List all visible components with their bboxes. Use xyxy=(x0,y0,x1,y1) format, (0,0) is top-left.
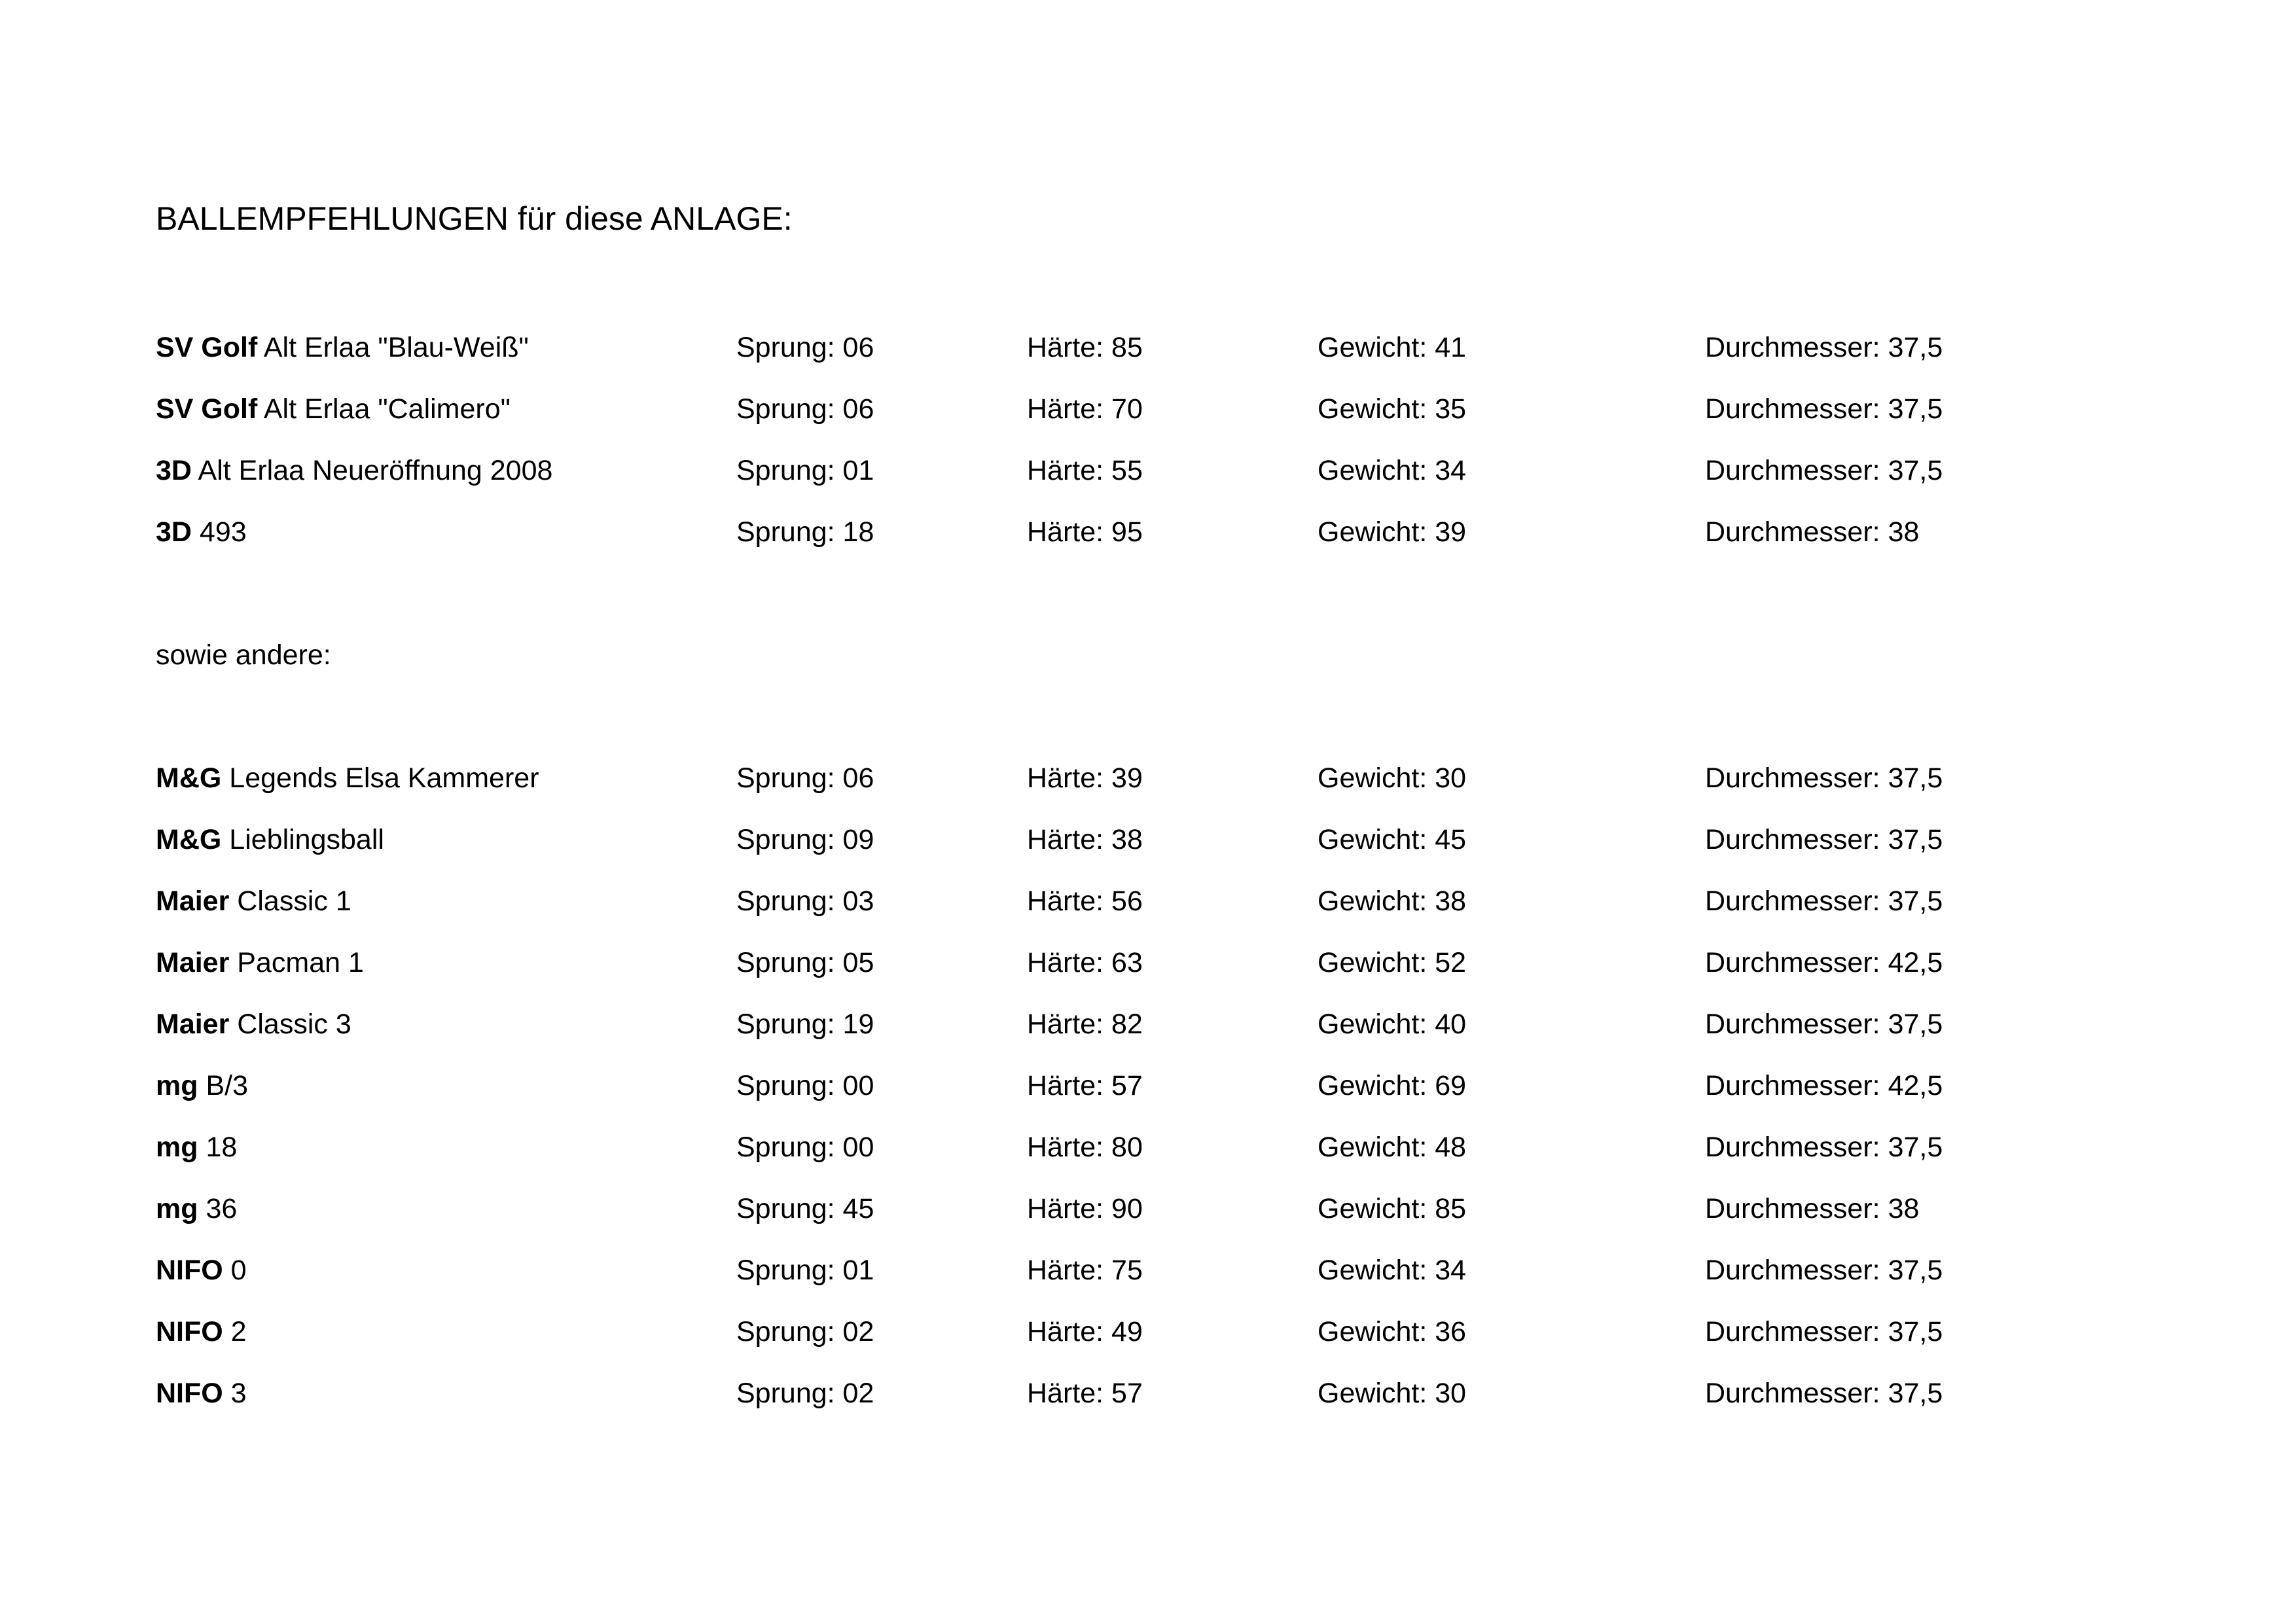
ball-brand: mg xyxy=(156,1132,198,1163)
ball-name xyxy=(156,329,529,366)
ball-gewicht: Gewicht: 48 xyxy=(1318,1132,1467,1163)
ball-haerte: Härte: 55 xyxy=(1027,455,1143,486)
ball-row xyxy=(0,944,2296,982)
ball-haerte: Härte: 75 xyxy=(1027,1255,1143,1286)
ball-brand: NIFO xyxy=(156,1316,223,1347)
ball-gewicht: Gewicht: 35 xyxy=(1318,393,1467,425)
ball-model: 3 xyxy=(230,1378,247,1409)
ball-gewicht: Gewicht: 85 xyxy=(1318,1193,1467,1224)
ball-haerte: Härte: 39 xyxy=(1027,762,1143,794)
ball-gewicht: Gewicht: 36 xyxy=(1318,1316,1467,1347)
ball-model: 2 xyxy=(230,1316,247,1347)
ball-sprung: Sprung: 03 xyxy=(736,885,874,917)
ball-name xyxy=(156,821,384,859)
ball-model: Legends Elsa Kammerer xyxy=(229,762,539,794)
ball-row xyxy=(0,882,2296,920)
ball-brand: SV Golf xyxy=(156,332,258,363)
ball-gewicht: Gewicht: 45 xyxy=(1318,824,1467,855)
ball-model: Lieblingsball xyxy=(229,824,384,855)
ball-name xyxy=(156,882,351,920)
ball-brand: Maier xyxy=(156,885,230,917)
ball-durchmesser: Durchmesser: 37,5 xyxy=(1705,824,1943,855)
ball-brand: Maier xyxy=(156,1008,230,1040)
ball-brand: Maier xyxy=(156,947,230,978)
ball-sprung: Sprung: 01 xyxy=(736,1255,874,1286)
ball-row xyxy=(0,1313,2296,1351)
ball-brand: 3D xyxy=(156,455,192,486)
ball-haerte: Härte: 38 xyxy=(1027,824,1143,855)
ball-name xyxy=(156,452,552,490)
ball-gewicht: Gewicht: 41 xyxy=(1318,332,1467,363)
ball-name xyxy=(156,513,247,551)
ball-haerte: Härte: 70 xyxy=(1027,393,1143,425)
ball-durchmesser: Durchmesser: 37,5 xyxy=(1705,332,1943,363)
ball-brand: M&G xyxy=(156,824,222,855)
ball-model: 493 xyxy=(199,516,247,548)
ball-durchmesser: Durchmesser: 37,5 xyxy=(1705,1132,1943,1163)
ball-row xyxy=(0,390,2296,428)
ball-durchmesser: Durchmesser: 38 xyxy=(1705,516,1920,548)
ball-durchmesser: Durchmesser: 37,5 xyxy=(1705,393,1943,425)
ball-sprung: Sprung: 00 xyxy=(736,1132,874,1163)
ball-gewicht: Gewicht: 69 xyxy=(1318,1070,1467,1101)
ball-durchmesser: Durchmesser: 42,5 xyxy=(1705,947,1943,978)
ball-durchmesser: Durchmesser: 37,5 xyxy=(1705,1378,1943,1409)
ball-name xyxy=(156,1005,351,1043)
ball-row xyxy=(0,513,2296,551)
ball-brand: M&G xyxy=(156,762,222,794)
ball-haerte: Härte: 80 xyxy=(1027,1132,1143,1163)
ball-gewicht: Gewicht: 34 xyxy=(1318,1255,1467,1286)
ball-haerte: Härte: 95 xyxy=(1027,516,1143,548)
ball-haerte: Härte: 57 xyxy=(1027,1070,1143,1101)
ball-name xyxy=(156,759,539,797)
section-label-others: sowie andere: xyxy=(156,639,331,671)
ball-row xyxy=(0,1374,2296,1412)
ball-brand: SV Golf xyxy=(156,393,258,425)
ball-model: Alt Erlaa "Blau-Weiß" xyxy=(263,332,529,363)
ball-brand: mg xyxy=(156,1193,198,1224)
ball-durchmesser: Durchmesser: 37,5 xyxy=(1705,455,1943,486)
ball-haerte: Härte: 49 xyxy=(1027,1316,1143,1347)
ball-sprung: Sprung: 06 xyxy=(736,393,874,425)
page-title: BALLEMPFEHLUNGEN für diese ANLAGE: xyxy=(156,200,793,237)
ball-model: Alt Erlaa Neueröffnung 2008 xyxy=(198,455,553,486)
ball-row xyxy=(0,821,2296,859)
ball-haerte: Härte: 90 xyxy=(1027,1193,1143,1224)
ball-name xyxy=(156,1251,247,1289)
ball-haerte: Härte: 82 xyxy=(1027,1008,1143,1040)
ball-sprung: Sprung: 02 xyxy=(736,1316,874,1347)
ball-durchmesser: Durchmesser: 37,5 xyxy=(1705,1255,1943,1286)
ball-model: B/3 xyxy=(206,1070,248,1101)
ball-gewicht: Gewicht: 39 xyxy=(1318,516,1467,548)
ball-durchmesser: Durchmesser: 38 xyxy=(1705,1193,1920,1224)
ball-name xyxy=(156,1374,247,1412)
ball-gewicht: Gewicht: 38 xyxy=(1318,885,1467,917)
ball-haerte: Härte: 56 xyxy=(1027,885,1143,917)
ball-sprung: Sprung: 06 xyxy=(736,762,874,794)
ball-haerte: Härte: 63 xyxy=(1027,947,1143,978)
ball-row xyxy=(0,452,2296,490)
ball-durchmesser: Durchmesser: 42,5 xyxy=(1705,1070,1943,1101)
ball-gewicht: Gewicht: 40 xyxy=(1318,1008,1467,1040)
ball-durchmesser: Durchmesser: 37,5 xyxy=(1705,1008,1943,1040)
ball-gewicht: Gewicht: 52 xyxy=(1318,947,1467,978)
ball-gewicht: Gewicht: 30 xyxy=(1318,762,1467,794)
ball-sprung: Sprung: 45 xyxy=(736,1193,874,1224)
ball-durchmesser: Durchmesser: 37,5 xyxy=(1705,885,1943,917)
ball-model: Classic 3 xyxy=(237,1008,351,1040)
ball-name xyxy=(156,1313,247,1351)
ball-sprung: Sprung: 09 xyxy=(736,824,874,855)
ball-row xyxy=(0,1128,2296,1166)
ball-haerte: Härte: 85 xyxy=(1027,332,1143,363)
ball-model: 36 xyxy=(206,1193,238,1224)
ball-model: Alt Erlaa "Calimero" xyxy=(263,393,511,425)
ball-brand: 3D xyxy=(156,516,192,548)
ball-row xyxy=(0,1251,2296,1289)
ball-name xyxy=(156,944,364,982)
ball-sprung: Sprung: 06 xyxy=(736,332,874,363)
ball-durchmesser: Durchmesser: 37,5 xyxy=(1705,762,1943,794)
ball-gewicht: Gewicht: 30 xyxy=(1318,1378,1467,1409)
ball-row xyxy=(0,1190,2296,1228)
ball-model: Pacman 1 xyxy=(237,947,364,978)
ball-haerte: Härte: 57 xyxy=(1027,1378,1143,1409)
ball-brand: NIFO xyxy=(156,1255,223,1286)
ball-name xyxy=(156,1067,248,1105)
ball-row xyxy=(0,1067,2296,1105)
ball-sprung: Sprung: 00 xyxy=(736,1070,874,1101)
ball-sprung: Sprung: 05 xyxy=(736,947,874,978)
ball-name xyxy=(156,1190,237,1228)
ball-sprung: Sprung: 18 xyxy=(736,516,874,548)
ball-durchmesser: Durchmesser: 37,5 xyxy=(1705,1316,1943,1347)
ball-brand: NIFO xyxy=(156,1378,223,1409)
ball-sprung: Sprung: 01 xyxy=(736,455,874,486)
ball-name xyxy=(156,1128,237,1166)
ball-row xyxy=(0,759,2296,797)
ball-row xyxy=(0,1005,2296,1043)
ball-brand: mg xyxy=(156,1070,198,1101)
ball-sprung: Sprung: 02 xyxy=(736,1378,874,1409)
ball-model: 0 xyxy=(230,1255,247,1286)
ball-gewicht: Gewicht: 34 xyxy=(1318,455,1467,486)
ball-model: Classic 1 xyxy=(237,885,351,917)
ball-model: 18 xyxy=(206,1132,238,1163)
ball-sprung: Sprung: 19 xyxy=(736,1008,874,1040)
ball-row xyxy=(0,329,2296,366)
ball-name xyxy=(156,390,511,428)
